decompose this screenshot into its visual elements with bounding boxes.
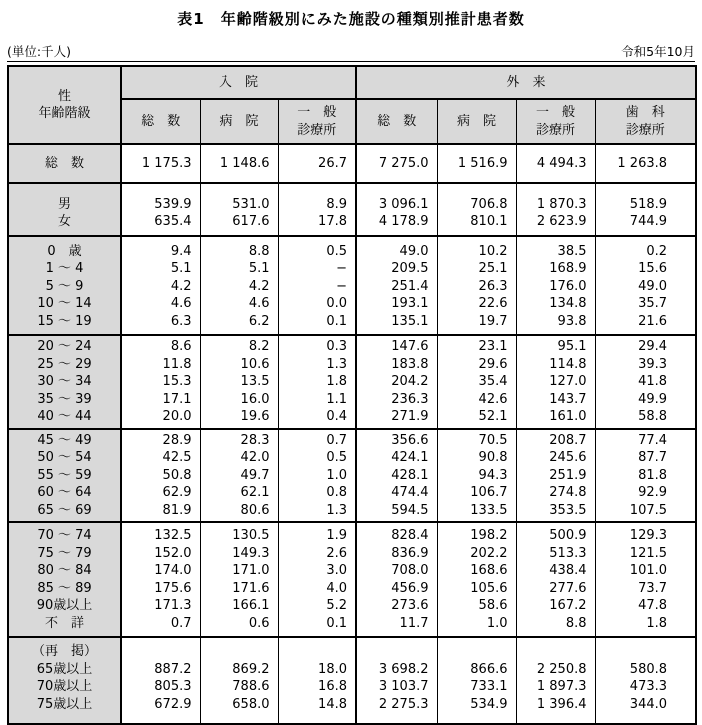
row-label: 50 ～ 54 bbox=[8, 449, 121, 467]
value-cell: 90.8 bbox=[437, 449, 516, 467]
value-cell: 166.1 bbox=[200, 597, 278, 615]
row-group bbox=[8, 522, 696, 637]
value-cell: 3.0 bbox=[278, 562, 356, 580]
value-cell: 0.1 bbox=[278, 313, 356, 336]
value-cell: 5.1 bbox=[121, 260, 200, 278]
row-label: 80 ～ 84 bbox=[8, 562, 121, 580]
table-row bbox=[8, 236, 696, 261]
value-cell: 6.2 bbox=[200, 313, 278, 336]
value-cell: 134.8 bbox=[516, 295, 595, 313]
value-cell: 19.7 bbox=[437, 313, 516, 336]
value-cell: 202.2 bbox=[437, 545, 516, 563]
value-cell: 428.1 bbox=[356, 467, 437, 485]
patients-table bbox=[7, 65, 697, 725]
value-cell: 356.6 bbox=[356, 429, 437, 450]
row-label: 55 ～ 59 bbox=[8, 467, 121, 485]
unit-note: (単位:千人) bbox=[7, 44, 71, 59]
value-cell: 274.8 bbox=[516, 484, 595, 502]
row-label: 20 ～ 24 bbox=[8, 335, 121, 356]
value-cell: 23.1 bbox=[437, 335, 516, 356]
value-cell: 58.6 bbox=[437, 597, 516, 615]
value-cell: 1.1 bbox=[278, 391, 356, 409]
row-group bbox=[8, 144, 696, 183]
table-row bbox=[8, 449, 696, 467]
value-cell: 1.8 bbox=[595, 615, 696, 638]
value-cell: 14.8 bbox=[278, 696, 356, 725]
value-cell: 353.5 bbox=[516, 502, 595, 523]
value-cell: 183.8 bbox=[356, 356, 437, 374]
value-cell: 22.6 bbox=[437, 295, 516, 313]
row-label: 1 ～ 4 bbox=[8, 260, 121, 278]
value-cell: 635.4 bbox=[121, 213, 200, 236]
value-cell: 500.9 bbox=[516, 522, 595, 545]
table-row bbox=[8, 144, 696, 183]
value-cell: 4.6 bbox=[121, 295, 200, 313]
value-cell: 87.7 bbox=[595, 449, 696, 467]
value-cell: 0.7 bbox=[278, 429, 356, 450]
row-label: 70 ～ 74 bbox=[8, 522, 121, 545]
value-cell bbox=[437, 637, 516, 661]
value-cell: 35.4 bbox=[437, 373, 516, 391]
value-cell: 149.3 bbox=[200, 545, 278, 563]
value-cell: 1 148.6 bbox=[200, 144, 278, 183]
value-cell: 62.9 bbox=[121, 484, 200, 502]
value-cell: 20.0 bbox=[121, 408, 200, 429]
table-row bbox=[8, 502, 696, 523]
stub-header-line1: 性 bbox=[57, 88, 71, 104]
value-cell: 171.0 bbox=[200, 562, 278, 580]
value-cell: 1 516.9 bbox=[437, 144, 516, 183]
row-label: 65 ～ 69 bbox=[8, 502, 121, 523]
value-cell: 3 096.1 bbox=[356, 183, 437, 214]
value-cell: 13.5 bbox=[200, 373, 278, 391]
value-cell: 513.3 bbox=[516, 545, 595, 563]
value-cell: 204.2 bbox=[356, 373, 437, 391]
row-label: 15 ～ 19 bbox=[8, 313, 121, 336]
value-cell: 271.9 bbox=[356, 408, 437, 429]
table-row bbox=[8, 597, 696, 615]
stub-header-line2: 年齢階級 bbox=[38, 106, 91, 121]
value-cell: 94.3 bbox=[437, 467, 516, 485]
value-cell: − bbox=[278, 278, 356, 296]
table-row bbox=[8, 467, 696, 485]
value-cell: 2.6 bbox=[278, 545, 356, 563]
row-group bbox=[8, 429, 696, 523]
value-cell: 29.6 bbox=[437, 356, 516, 374]
value-cell: 788.6 bbox=[200, 678, 278, 696]
value-cell: 107.5 bbox=[595, 502, 696, 523]
column-header: 病 院 bbox=[200, 99, 278, 144]
value-cell: 42.6 bbox=[437, 391, 516, 409]
value-cell: 672.9 bbox=[121, 696, 200, 725]
value-cell: 744.9 bbox=[595, 213, 696, 236]
value-cell: 5.1 bbox=[200, 260, 278, 278]
value-cell: 473.3 bbox=[595, 678, 696, 696]
value-cell: 16.0 bbox=[200, 391, 278, 409]
value-cell bbox=[516, 637, 595, 661]
row-label: 10 ～ 14 bbox=[8, 295, 121, 313]
value-cell: 8.8 bbox=[516, 615, 595, 638]
value-cell: 129.3 bbox=[595, 522, 696, 545]
value-cell: 29.4 bbox=[595, 335, 696, 356]
value-cell: 174.0 bbox=[121, 562, 200, 580]
column-header: 歯 科 診療所 bbox=[595, 99, 696, 144]
row-group bbox=[8, 335, 696, 429]
value-cell: 161.0 bbox=[516, 408, 595, 429]
value-cell: 0.6 bbox=[200, 615, 278, 638]
value-cell: 16.8 bbox=[278, 678, 356, 696]
value-cell: 15.6 bbox=[595, 260, 696, 278]
value-cell bbox=[595, 637, 696, 661]
value-cell: 93.8 bbox=[516, 313, 595, 336]
row-label: 女 bbox=[8, 213, 121, 236]
value-cell: 8.2 bbox=[200, 335, 278, 356]
value-cell: 0.8 bbox=[278, 484, 356, 502]
value-cell: 127.0 bbox=[516, 373, 595, 391]
table-row bbox=[8, 562, 696, 580]
row-label: 85 ～ 89 bbox=[8, 580, 121, 598]
value-cell: 6.3 bbox=[121, 313, 200, 336]
value-cell: 133.5 bbox=[437, 502, 516, 523]
value-cell: 10.2 bbox=[437, 236, 516, 261]
value-cell: 810.1 bbox=[437, 213, 516, 236]
value-cell: 887.2 bbox=[121, 661, 200, 679]
table-row bbox=[8, 183, 696, 214]
row-label: 不 詳 bbox=[8, 615, 121, 638]
value-cell: 1.3 bbox=[278, 356, 356, 374]
value-cell: 41.8 bbox=[595, 373, 696, 391]
value-cell: 3 698.2 bbox=[356, 661, 437, 679]
value-cell: 0.2 bbox=[595, 236, 696, 261]
value-cell: 236.3 bbox=[356, 391, 437, 409]
table-row bbox=[8, 429, 696, 450]
value-cell: 658.0 bbox=[200, 696, 278, 725]
value-cell: 1.0 bbox=[437, 615, 516, 638]
value-cell: 17.1 bbox=[121, 391, 200, 409]
value-cell: 474.4 bbox=[356, 484, 437, 502]
value-cell: 1 897.3 bbox=[516, 678, 595, 696]
table-meta-line bbox=[7, 42, 695, 62]
value-cell bbox=[200, 637, 278, 661]
value-cell: 26.3 bbox=[437, 278, 516, 296]
value-cell: 21.6 bbox=[595, 313, 696, 336]
value-cell: 15.3 bbox=[121, 373, 200, 391]
value-cell: 135.1 bbox=[356, 313, 437, 336]
value-cell: 132.5 bbox=[121, 522, 200, 545]
value-cell: 42.0 bbox=[200, 449, 278, 467]
value-cell: 0.5 bbox=[278, 449, 356, 467]
value-cell: 209.5 bbox=[356, 260, 437, 278]
value-cell: 8.9 bbox=[278, 183, 356, 214]
value-cell: 121.5 bbox=[595, 545, 696, 563]
value-cell: 805.3 bbox=[121, 678, 200, 696]
value-cell: 531.0 bbox=[200, 183, 278, 214]
value-cell bbox=[278, 637, 356, 661]
column-header: 一 般 診療所 bbox=[278, 99, 356, 144]
value-cell: 26.7 bbox=[278, 144, 356, 183]
value-cell: 1 175.3 bbox=[121, 144, 200, 183]
value-cell: 0.0 bbox=[278, 295, 356, 313]
value-cell: 539.9 bbox=[121, 183, 200, 214]
column-header: 総 数 bbox=[356, 99, 437, 144]
row-group bbox=[8, 236, 696, 336]
value-cell: 25.1 bbox=[437, 260, 516, 278]
value-cell: 70.5 bbox=[437, 429, 516, 450]
value-cell: 1 396.4 bbox=[516, 696, 595, 725]
value-cell: 1.3 bbox=[278, 502, 356, 523]
value-cell: 1.0 bbox=[278, 467, 356, 485]
value-cell: 62.1 bbox=[200, 484, 278, 502]
value-cell: 42.5 bbox=[121, 449, 200, 467]
row-label: 75歳以上 bbox=[8, 696, 121, 725]
row-label: 5 ～ 9 bbox=[8, 278, 121, 296]
value-cell: 176.0 bbox=[516, 278, 595, 296]
value-cell: 95.1 bbox=[516, 335, 595, 356]
value-cell: 344.0 bbox=[595, 696, 696, 725]
table-row bbox=[8, 313, 696, 336]
value-cell: 49.9 bbox=[595, 391, 696, 409]
value-cell bbox=[356, 637, 437, 661]
column-header: 一 般 診療所 bbox=[516, 99, 595, 144]
row-label: 65歳以上 bbox=[8, 661, 121, 679]
value-cell: 1 263.8 bbox=[595, 144, 696, 183]
row-label: 90歳以上 bbox=[8, 597, 121, 615]
value-cell: 18.0 bbox=[278, 661, 356, 679]
value-cell: 198.2 bbox=[437, 522, 516, 545]
value-cell: 167.2 bbox=[516, 597, 595, 615]
value-cell: 0.7 bbox=[121, 615, 200, 638]
value-cell: 8.8 bbox=[200, 236, 278, 261]
row-label: 35 ～ 39 bbox=[8, 391, 121, 409]
row-label: 60 ～ 64 bbox=[8, 484, 121, 502]
value-cell: 80.6 bbox=[200, 502, 278, 523]
row-group bbox=[8, 183, 696, 236]
value-cell: 424.1 bbox=[356, 449, 437, 467]
value-cell: 147.6 bbox=[356, 335, 437, 356]
value-cell: 92.9 bbox=[595, 484, 696, 502]
table-row bbox=[8, 637, 696, 661]
value-cell: 49.0 bbox=[595, 278, 696, 296]
table-row bbox=[8, 661, 696, 679]
value-cell: 4 178.9 bbox=[356, 213, 437, 236]
value-cell: 9.4 bbox=[121, 236, 200, 261]
value-cell: 49.7 bbox=[200, 467, 278, 485]
value-cell: 828.4 bbox=[356, 522, 437, 545]
value-cell: 171.3 bbox=[121, 597, 200, 615]
row-label: 75 ～ 79 bbox=[8, 545, 121, 563]
row-label: 45 ～ 49 bbox=[8, 429, 121, 450]
value-cell: 38.5 bbox=[516, 236, 595, 261]
row-label: 0 歳 bbox=[8, 236, 121, 261]
value-cell: 4.0 bbox=[278, 580, 356, 598]
value-cell: 518.9 bbox=[595, 183, 696, 214]
value-cell: 251.4 bbox=[356, 278, 437, 296]
value-cell: 11.7 bbox=[356, 615, 437, 638]
table-row bbox=[8, 580, 696, 598]
row-label: 30 ～ 34 bbox=[8, 373, 121, 391]
table-row bbox=[8, 373, 696, 391]
value-cell: 114.8 bbox=[516, 356, 595, 374]
stub-header bbox=[8, 66, 121, 144]
value-cell: 456.9 bbox=[356, 580, 437, 598]
table-row bbox=[8, 545, 696, 563]
table-row bbox=[8, 615, 696, 638]
value-cell: 0.5 bbox=[278, 236, 356, 261]
value-cell: 35.7 bbox=[595, 295, 696, 313]
row-label: （再 掲） bbox=[8, 637, 121, 661]
row-label: 70歳以上 bbox=[8, 678, 121, 696]
value-cell: 5.2 bbox=[278, 597, 356, 615]
table-row bbox=[8, 356, 696, 374]
value-cell: 1.9 bbox=[278, 522, 356, 545]
value-cell: 193.1 bbox=[356, 295, 437, 313]
value-cell: 143.7 bbox=[516, 391, 595, 409]
table-row bbox=[8, 522, 696, 545]
value-cell: 4.6 bbox=[200, 295, 278, 313]
page-title: 表1 年齢階級別にみた施設の種類別推計患者数 bbox=[177, 10, 525, 28]
value-cell: 534.9 bbox=[437, 696, 516, 725]
value-cell: 47.8 bbox=[595, 597, 696, 615]
value-cell: 3 103.7 bbox=[356, 678, 437, 696]
value-cell: 28.3 bbox=[200, 429, 278, 450]
table-header bbox=[8, 66, 696, 144]
value-cell: 19.6 bbox=[200, 408, 278, 429]
value-cell: 81.9 bbox=[121, 502, 200, 523]
inpatient-group-header: 入 院 bbox=[121, 66, 356, 99]
value-cell: 0.4 bbox=[278, 408, 356, 429]
value-cell: 7 275.0 bbox=[356, 144, 437, 183]
value-cell: 706.8 bbox=[437, 183, 516, 214]
value-cell: 28.9 bbox=[121, 429, 200, 450]
group-header-row bbox=[8, 66, 696, 99]
value-cell: 4.2 bbox=[200, 278, 278, 296]
table-row bbox=[8, 260, 696, 278]
table-row bbox=[8, 484, 696, 502]
value-cell: 50.8 bbox=[121, 467, 200, 485]
value-cell: 10.6 bbox=[200, 356, 278, 374]
row-label: 25 ～ 29 bbox=[8, 356, 121, 374]
value-cell: 171.6 bbox=[200, 580, 278, 598]
value-cell: 52.1 bbox=[437, 408, 516, 429]
value-cell: 106.7 bbox=[437, 484, 516, 502]
table-row bbox=[8, 278, 696, 296]
table-row bbox=[8, 335, 696, 356]
value-cell: 251.9 bbox=[516, 467, 595, 485]
value-cell: 130.5 bbox=[200, 522, 278, 545]
value-cell: 836.9 bbox=[356, 545, 437, 563]
value-cell: 81.8 bbox=[595, 467, 696, 485]
value-cell: 77.4 bbox=[595, 429, 696, 450]
value-cell: 11.8 bbox=[121, 356, 200, 374]
date-note: 令和5年10月 bbox=[621, 44, 695, 59]
value-cell: 869.2 bbox=[200, 661, 278, 679]
value-cell: 0.3 bbox=[278, 335, 356, 356]
value-cell bbox=[121, 637, 200, 661]
value-cell: 152.0 bbox=[121, 545, 200, 563]
row-group bbox=[8, 637, 696, 724]
value-cell: 708.0 bbox=[356, 562, 437, 580]
value-cell: 866.6 bbox=[437, 661, 516, 679]
value-cell: 1.8 bbox=[278, 373, 356, 391]
value-cell: 277.6 bbox=[516, 580, 595, 598]
value-cell: 273.6 bbox=[356, 597, 437, 615]
value-cell: − bbox=[278, 260, 356, 278]
value-cell: 73.7 bbox=[595, 580, 696, 598]
value-cell: 245.6 bbox=[516, 449, 595, 467]
value-cell: 0.1 bbox=[278, 615, 356, 638]
value-cell: 1 870.3 bbox=[516, 183, 595, 214]
value-cell: 101.0 bbox=[595, 562, 696, 580]
table-row bbox=[8, 678, 696, 696]
outpatient-group-header: 外 来 bbox=[356, 66, 696, 99]
value-cell: 168.9 bbox=[516, 260, 595, 278]
value-cell: 617.6 bbox=[200, 213, 278, 236]
value-cell: 58.8 bbox=[595, 408, 696, 429]
table-row bbox=[8, 295, 696, 313]
value-cell: 49.0 bbox=[356, 236, 437, 261]
value-cell: 2 250.8 bbox=[516, 661, 595, 679]
value-cell: 594.5 bbox=[356, 502, 437, 523]
value-cell: 168.6 bbox=[437, 562, 516, 580]
value-cell: 39.3 bbox=[595, 356, 696, 374]
table-row bbox=[8, 213, 696, 236]
value-cell: 105.6 bbox=[437, 580, 516, 598]
table-row bbox=[8, 391, 696, 409]
row-label: 40 ～ 44 bbox=[8, 408, 121, 429]
value-cell: 2 623.9 bbox=[516, 213, 595, 236]
value-cell: 2 275.3 bbox=[356, 696, 437, 725]
table-row bbox=[8, 408, 696, 429]
value-cell: 175.6 bbox=[121, 580, 200, 598]
value-cell: 208.7 bbox=[516, 429, 595, 450]
value-cell: 4.2 bbox=[121, 278, 200, 296]
table-row bbox=[8, 696, 696, 725]
column-header: 総 数 bbox=[121, 99, 200, 144]
value-cell: 438.4 bbox=[516, 562, 595, 580]
value-cell: 580.8 bbox=[595, 661, 696, 679]
row-label: 総 数 bbox=[8, 144, 121, 183]
value-cell: 17.8 bbox=[278, 213, 356, 236]
row-label: 男 bbox=[8, 183, 121, 214]
value-cell: 8.6 bbox=[121, 335, 200, 356]
column-header: 病 院 bbox=[437, 99, 516, 144]
value-cell: 733.1 bbox=[437, 678, 516, 696]
value-cell: 4 494.3 bbox=[516, 144, 595, 183]
